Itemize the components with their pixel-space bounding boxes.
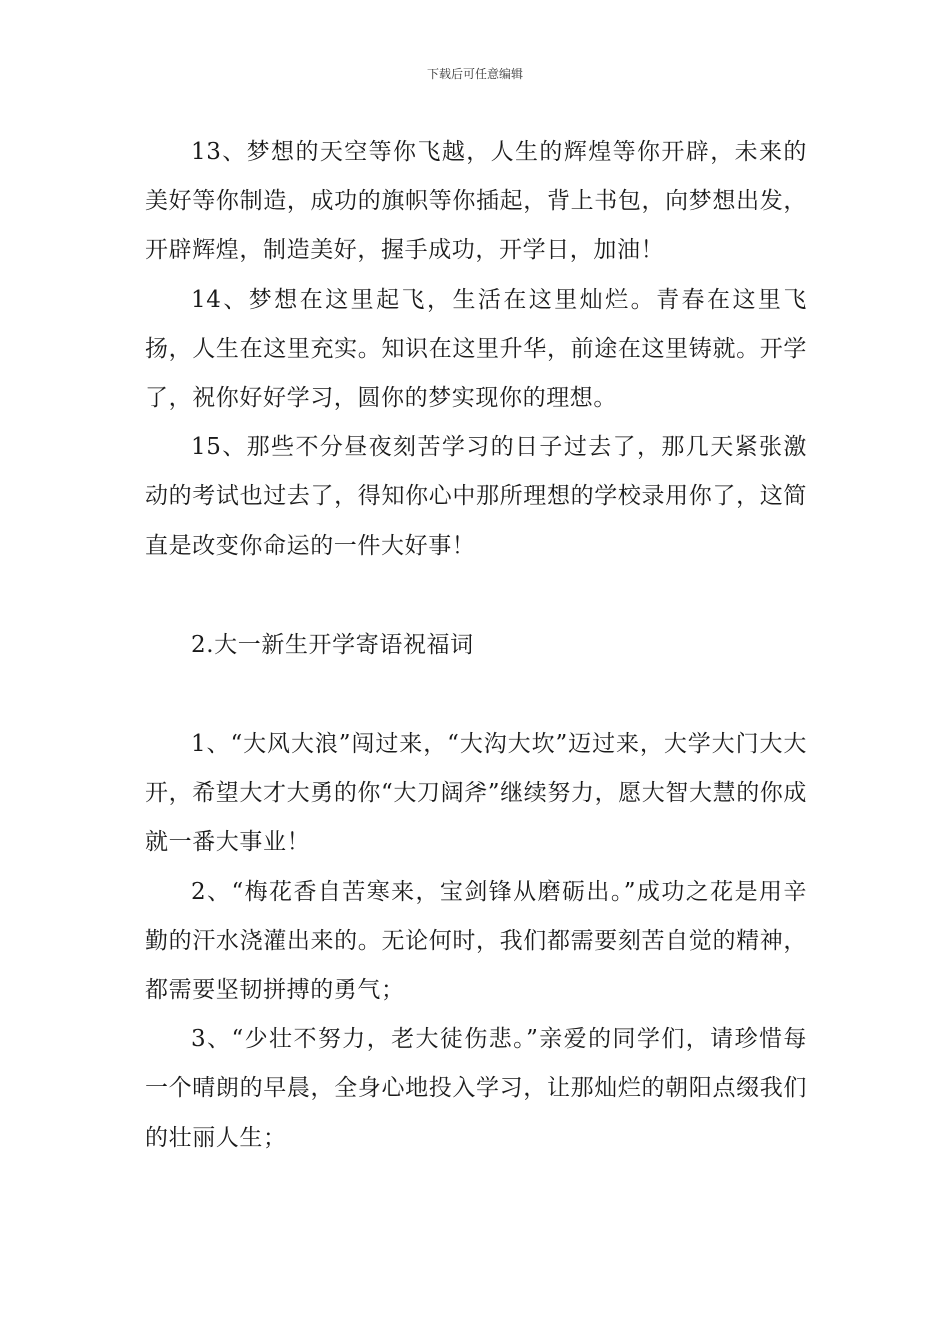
spacer [145, 670, 807, 720]
paragraph-15: 15、那些不分昼夜刻苦学习的日子过去了，那几天紧张激动的考试也过去了，得知你心中那所理想的学校录用你了，这简直是改变你命运的一件大好事！ [145, 434, 807, 559]
paragraph-2: 2、“梅花香自苦寒来，宝剑锋从磨砺出。”成功之花是用辛勤的汗水浇灌出来的。无论何时，我们都需要刻苦自觉的精神，都需要坚韧拼搏的勇气； [145, 878, 807, 1004]
document-body [145, 128, 807, 1163]
spacer [145, 571, 807, 621]
paragraph-13: 13、梦想的天空等你飞越，人生的辉煌等你开辟，未来的美好等你制造，成功的旗帜等你插起，背上书包，向梦想出发，开辟辉煌，制造美好，握手成功，开学日，加油！ [145, 139, 807, 264]
paragraph-14: 14、梦想在这里起飞，生活在这里灿烂。青春在这里飞扬，人生在这里充实。知识在这里升华，前途在这里铸就。开学了，祝你好好学习，圆你的梦实现你的理想。 [145, 286, 807, 412]
page-header-note: 下载后可任意编辑 [426, 67, 523, 81]
section-heading: 2.大一新生开学寄语祝福词 [191, 631, 474, 658]
paragraph-1: 1、“大风大浪”闯过来，“大沟大坎”迈过来，大学大门大大开，希望大才大勇的你“大刀阔斧”继续努力，愿大智大慧的你成就一番大事业！ [145, 731, 807, 856]
paragraph-3: 3、“少壮不努力，老大徒伤悲。”亲爱的同学们，请珍惜每一个晴朗的早晨，全身心地投入学习，让那灿烂的朝阳点缀我们的壮丽人生； [145, 1026, 807, 1151]
